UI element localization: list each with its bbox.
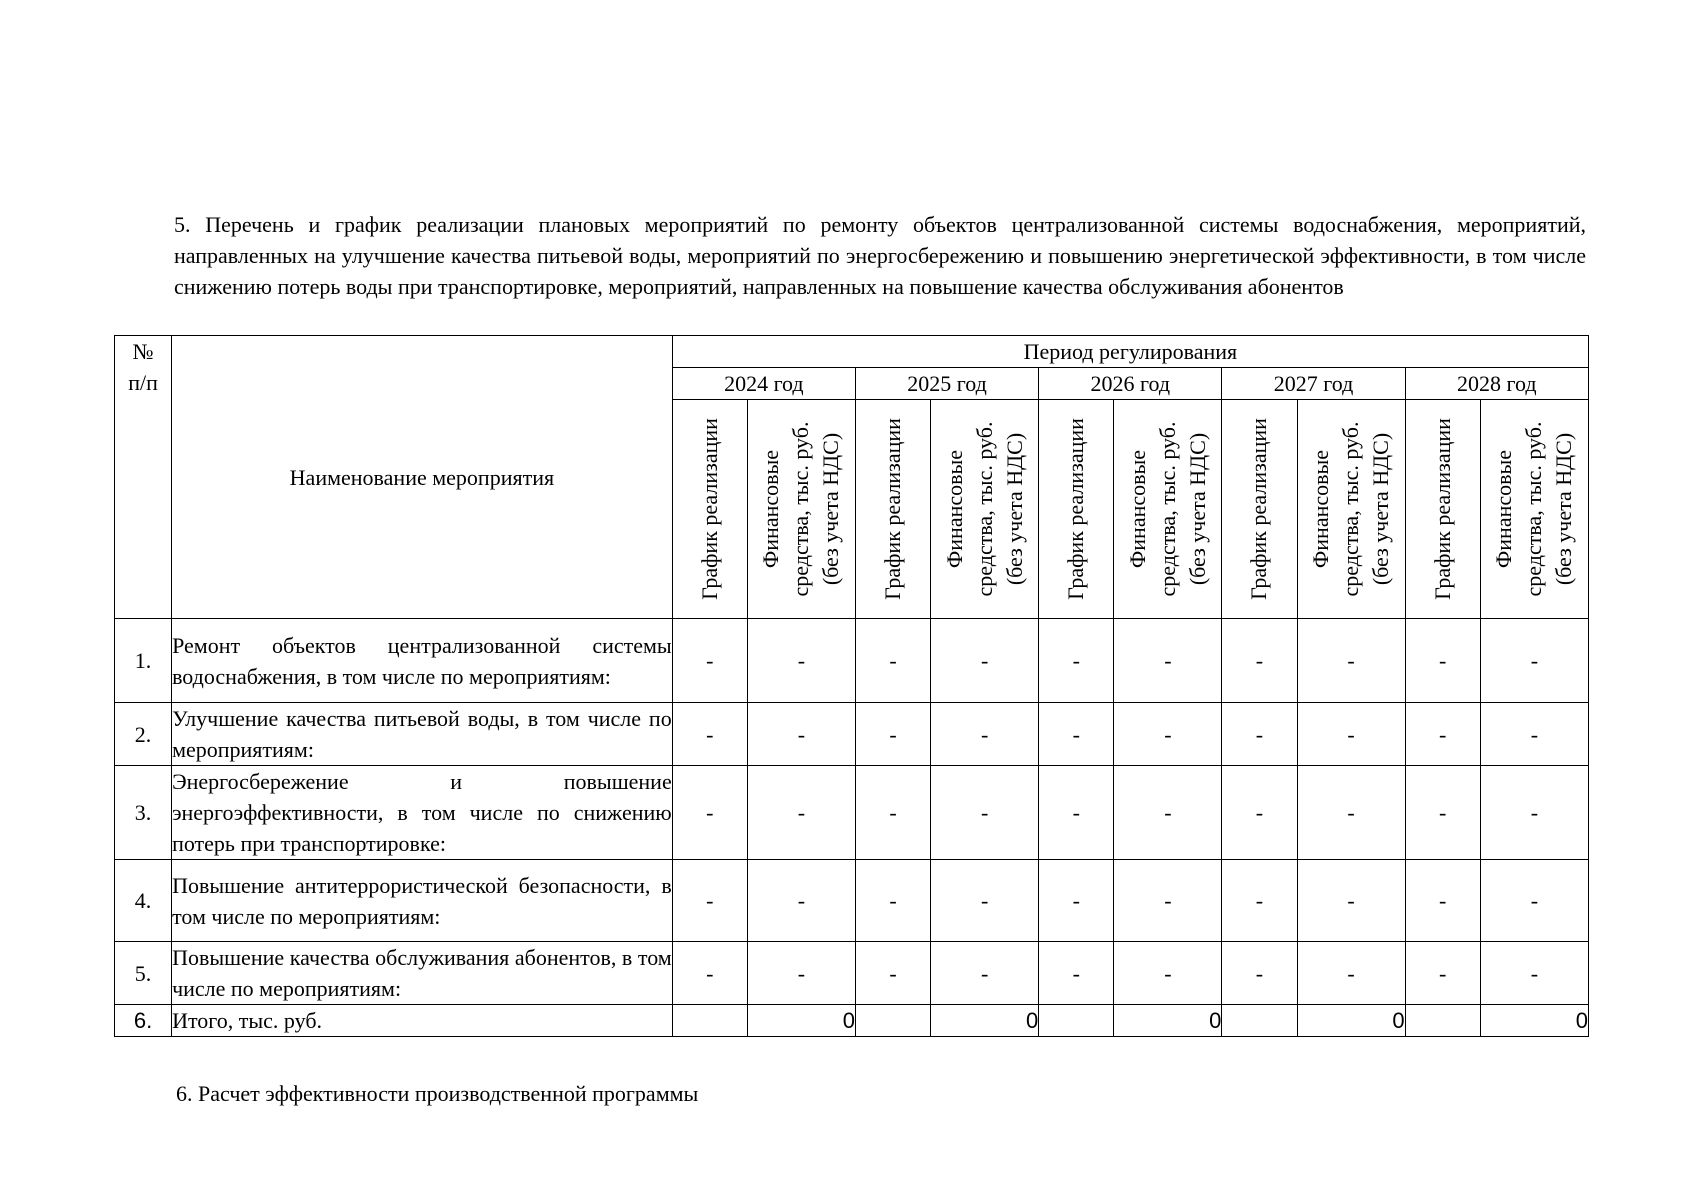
activities-table — [114, 335, 1589, 1037]
row-number: 2. — [115, 703, 172, 766]
row-cell: - — [931, 860, 1039, 942]
finance-header — [931, 400, 1039, 619]
row-cell: - — [1480, 766, 1588, 860]
row-number: 5. — [115, 942, 172, 1005]
row-name: Энергосбережение и повышение энергоэффективности, в том числе по снижению потерь при транспортировке: — [172, 766, 673, 860]
schedule-header-label: График реализации — [1246, 418, 1272, 600]
row-cell: - — [1222, 766, 1297, 860]
schedule-header-label: График реализации — [1429, 418, 1455, 600]
table-row — [115, 766, 1589, 860]
schedule-header — [855, 400, 930, 619]
row-cell: - — [1480, 942, 1588, 1005]
total-cell: 0 — [931, 1005, 1039, 1037]
row-cell: - — [1405, 860, 1480, 942]
row-cell: - — [1297, 942, 1405, 1005]
row-cell: - — [1297, 860, 1405, 942]
name-header: Наименование мероприятия — [172, 336, 673, 619]
activities-table-wrap — [114, 335, 1589, 1037]
schedule-header-label: График реализации — [880, 418, 905, 600]
num-header-label: № п/п — [128, 339, 158, 395]
finance-header — [747, 400, 855, 619]
year-header: 2026 год — [1039, 368, 1222, 400]
row-number: 1. — [115, 619, 172, 703]
row-cell: - — [855, 766, 930, 860]
row-cell: - — [1039, 703, 1114, 766]
total-cell — [1039, 1005, 1114, 1037]
row-cell: - — [1405, 703, 1480, 766]
table-row — [115, 703, 1589, 766]
total-cell: 0 — [1480, 1005, 1588, 1037]
row-cell: - — [672, 860, 747, 942]
row-cell: - — [931, 703, 1039, 766]
finance-header — [1480, 400, 1588, 619]
row-cell: - — [672, 942, 747, 1005]
row-name: Повышение качества обслуживания абонентов, в том числе по мероприятиям: — [172, 942, 673, 1005]
row-cell: - — [1480, 703, 1588, 766]
table-row — [115, 860, 1589, 942]
row-cell: - — [1039, 860, 1114, 942]
schedule-header-label: График реализации — [1063, 418, 1089, 600]
row-name: Повышение антитеррористической безопасности, в том числе по мероприятиям: — [172, 860, 673, 942]
row-cell: - — [931, 619, 1039, 703]
total-cell — [1222, 1005, 1297, 1037]
row-cell: - — [931, 942, 1039, 1005]
finance-header — [1114, 400, 1222, 619]
finance-header-label: Финансовые средства, тыс. руб. (без учета НДС) — [941, 421, 1027, 597]
row-cell: - — [1222, 619, 1297, 703]
row-cell: - — [855, 942, 930, 1005]
schedule-header — [1222, 400, 1297, 619]
year-header: 2024 год — [672, 368, 855, 400]
table-body — [115, 336, 1589, 1037]
section-6-heading: 6. Расчет эффективности производственной программы — [176, 1081, 699, 1106]
year-header: 2025 год — [855, 368, 1038, 400]
row-cell: - — [855, 860, 930, 942]
row-cell: - — [1039, 942, 1114, 1005]
row-cell: - — [1297, 703, 1405, 766]
year-header: 2027 год — [1222, 368, 1405, 400]
num-header — [115, 336, 172, 619]
row-cell: - — [1297, 766, 1405, 860]
total-cell — [1405, 1005, 1480, 1037]
row-cell: - — [1405, 766, 1480, 860]
row-number: 4. — [115, 860, 172, 942]
total-cell — [855, 1005, 930, 1037]
section-5-heading: 5. Перечень и график реализации плановых мероприятий по ремонту объектов централизованной системы водоснабжения, мероприятий, направленных на улучшение качества питьевой воды, мероприятий по энергосбережению и повышению энергетической эффективности, в том числе снижению потерь воды при транспортировке, мероприятий, направленных на повышение качества обслуживания абонентов — [174, 212, 1586, 299]
row-cell: - — [1222, 703, 1297, 766]
finance-header — [1297, 400, 1405, 619]
row-cell: - — [672, 703, 747, 766]
row-cell: - — [1114, 942, 1222, 1005]
row-cell: - — [1114, 860, 1222, 942]
total-cell: 0 — [1297, 1005, 1405, 1037]
schedule-header-label: График реализации — [696, 418, 722, 600]
finance-header-label: Финансовые средства, тыс. руб. (без учета НДС) — [1308, 421, 1394, 597]
row-cell: - — [1222, 942, 1297, 1005]
header-row-period — [115, 336, 1589, 368]
row-name: Ремонт объектов централизованной системы водоснабжения, в том числе по мероприятиям: — [172, 619, 673, 703]
row-cell: - — [1114, 766, 1222, 860]
finance-header-label: Финансовые средства, тыс. руб. (без учета НДС) — [1124, 421, 1210, 597]
row-cell: - — [1405, 942, 1480, 1005]
row-cell: - — [1297, 619, 1405, 703]
row-cell: - — [747, 766, 855, 860]
total-row-name: Итого, тыс. руб. — [172, 1005, 673, 1037]
row-cell: - — [1480, 860, 1588, 942]
row-cell: - — [747, 942, 855, 1005]
row-cell: - — [1039, 766, 1114, 860]
row-cell: - — [1222, 860, 1297, 942]
row-cell: - — [672, 619, 747, 703]
row-cell: - — [1039, 619, 1114, 703]
schedule-header — [672, 400, 747, 619]
schedule-header — [1405, 400, 1480, 619]
row-number: 3. — [115, 766, 172, 860]
finance-header-label: Финансовые средства, тыс. руб. (без учета НДС) — [1491, 421, 1577, 597]
total-row-number: 6. — [115, 1005, 172, 1037]
period-header: Период регулирования — [672, 336, 1588, 368]
total-cell: 0 — [1114, 1005, 1222, 1037]
table-row — [115, 942, 1589, 1005]
row-cell: - — [855, 619, 930, 703]
row-cell: - — [1114, 703, 1222, 766]
row-name: Улучшение качества питьевой воды, в том числе по мероприятиям: — [172, 703, 673, 766]
row-cell: - — [1480, 619, 1588, 703]
table-row — [115, 619, 1589, 703]
finance-header-label: Финансовые средства, тыс. руб. (без учета НДС) — [758, 421, 844, 597]
row-cell: - — [931, 766, 1039, 860]
total-cell — [672, 1005, 747, 1037]
row-cell: - — [747, 860, 855, 942]
total-row — [115, 1005, 1589, 1037]
schedule-header — [1039, 400, 1114, 619]
row-cell: - — [747, 619, 855, 703]
year-header: 2028 год — [1405, 368, 1588, 400]
total-cell: 0 — [747, 1005, 855, 1037]
row-cell: - — [1405, 619, 1480, 703]
row-cell: - — [855, 703, 930, 766]
row-cell: - — [1114, 619, 1222, 703]
row-cell: - — [672, 766, 747, 860]
row-cell: - — [747, 703, 855, 766]
